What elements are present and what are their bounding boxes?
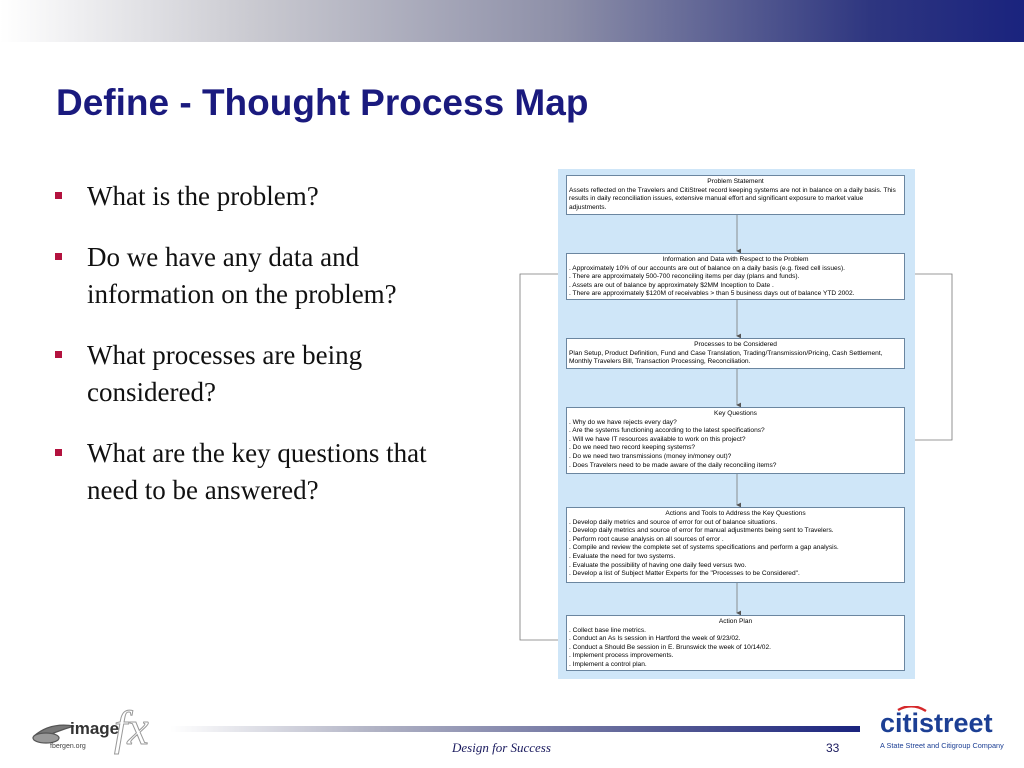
node-title: Key Questions (714, 410, 757, 417)
information-data-box (566, 253, 905, 300)
list-item: . Evaluate the possibility of having one daily feed versus two. (569, 561, 747, 569)
node-title: Action Plan (718, 618, 753, 625)
header-gradient-bar (0, 0, 1024, 42)
list-item: . Implement process improvements. (569, 652, 674, 660)
processes-considered-box (566, 338, 905, 369)
bullet-item (55, 337, 455, 411)
problem-statement-box (566, 175, 905, 215)
thought-process-map (558, 169, 915, 679)
square-bullet-icon (55, 253, 62, 260)
list-item: . Assets are out of balance by approximately $2MM Inception to Date . (569, 281, 774, 289)
logo-swoosh-icon (33, 725, 74, 743)
bullet-item (55, 178, 455, 215)
list-item: . Does Travelers need to be made aware of the daily reconciling items? (569, 461, 777, 469)
list-item: . Develop daily metrics and source of error for manual adjustments being sent to Travelers. (569, 527, 834, 535)
list-item: . Conduct a Should Be session in E. Brunswick the week of 10/14/02. (569, 643, 771, 651)
list-item: . Why do we have rejects every day? (569, 418, 677, 426)
list-item: . Will we have IT resources available to work on this project? (569, 435, 746, 443)
bullet-text: What is the problem? (87, 181, 319, 211)
logo-url-text: fbergen.org (50, 743, 86, 750)
list-item: . There are approximately $120M of receivables > than 5 business days out of balance YTD 2002. (569, 290, 855, 298)
logo-fx-text: fx (114, 702, 149, 755)
list-item: . Develop a list of Subject Matter Experts for the "Processes to be Considered". (569, 570, 800, 578)
footer-tagline: Design for Success (452, 740, 551, 755)
bullet-list (55, 178, 455, 533)
list-item: . Develop daily metrics and source of error for out of balance situations. (569, 518, 778, 526)
bullet-text: What are the key questions that need to be answered? (87, 438, 427, 505)
bullet-text: Do we have any data and information on the problem? (87, 242, 397, 309)
imagefx-logo (30, 692, 160, 764)
node-title: Information and Data with Respect to the Problem (662, 256, 809, 263)
footer-gradient-line (170, 726, 860, 732)
node-title: Problem Statement (707, 178, 764, 185)
list-item: . Implement a control plan. (569, 660, 647, 668)
list-item: . Collect base line metrics. (569, 626, 646, 634)
list-item: . Do we need two record keeping systems? (569, 444, 696, 452)
actions-tools-box (566, 507, 905, 583)
list-item: . There are approximately 500-700 reconciling items per day (plans and funds). (569, 273, 800, 281)
square-bullet-icon (55, 192, 62, 199)
node-title: Processes to be Considered (694, 341, 777, 348)
logo-image-text: image (70, 719, 120, 738)
bullet-item (55, 435, 455, 509)
node-title: Actions and Tools to Address the Key Questions (665, 510, 806, 517)
slide-title: Define - Thought Process Map (56, 82, 589, 123)
list-item: . Perform root cause analysis on all sources of error . (569, 535, 724, 543)
node-text: Assets reflected on the Travelers and CitiStreet record keeping systems are not in balance on a daily basis. This results in daily reconciliation issues, extensive manual effort and significant exposure to market value adjustments. (569, 186, 896, 211)
list-item: . Do we need two transmissions (money in/money out)? (569, 452, 732, 460)
logo-street-text: street (919, 708, 993, 738)
logo-citi-text: citi (880, 708, 920, 738)
list-item: . Evaluate the need for two systems. (569, 552, 676, 560)
list-item: . Compile and review the complete set of systems specifications and perform a gap analysis. (569, 544, 839, 552)
bullet-item (55, 239, 455, 313)
key-questions-box (566, 407, 905, 474)
list-item: . Conduct an As Is session in Hartford the week of 9/23/02. (569, 635, 741, 643)
bullet-text: What processes are being considered? (87, 340, 363, 407)
list-item: . Are the systems functioning according to the latest specifications? (569, 427, 765, 435)
citistreet-logo (878, 706, 1018, 756)
page-number: 33 (826, 741, 840, 755)
node-text: Plan Setup, Product Definition, Fund and Case Translation, Trading/Transmission/Pricing, Cash Settlement, Monthly Travelers Bill, Transaction Processing, Reconciliation. (569, 349, 883, 366)
square-bullet-icon (55, 351, 62, 358)
square-bullet-icon (55, 449, 62, 456)
list-item: . Approximately 10% of our accounts are out of balance on a daily basis (e.g. fixed cell issues). (569, 264, 845, 272)
action-plan-box (566, 615, 905, 671)
logo-company-tagline: A State Street and Citigroup Company (880, 741, 1004, 750)
svg-text:citistreet (880, 708, 993, 738)
